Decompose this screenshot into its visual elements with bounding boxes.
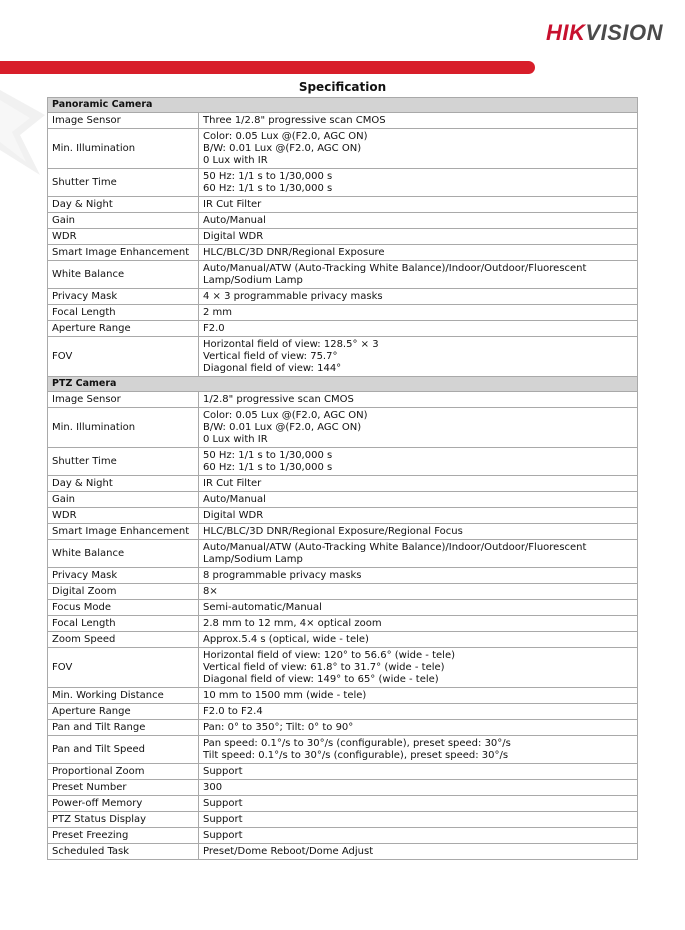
spec-label: Focal Length — [48, 305, 199, 321]
spec-row — [48, 584, 638, 600]
spec-row — [48, 476, 638, 492]
spec-label: FOV — [48, 337, 199, 377]
spec-value-line: Preset/Dome Reboot/Dome Adjust — [203, 846, 374, 857]
spec-label: Min. Illumination — [48, 129, 199, 169]
spec-value — [199, 568, 638, 584]
spec-label: FOV — [48, 648, 199, 688]
spec-row — [48, 289, 638, 305]
spec-row — [48, 616, 638, 632]
spec-value — [199, 337, 638, 377]
spec-row — [48, 213, 638, 229]
spec-value-line: Auto/Manual/ATW (Auto-Tracking White Balance)/Indoor/Outdoor/Fluorescent — [203, 263, 587, 274]
spec-value-line: 50 Hz: 1/1 s to 1/30,000 s — [203, 171, 333, 182]
spec-label: Gain — [48, 492, 199, 508]
spec-value-line: Pan: 0° to 350°; Tilt: 0° to 90° — [203, 722, 354, 733]
section-heading: Panoramic Camera — [48, 98, 638, 113]
spec-label: White Balance — [48, 261, 199, 289]
spec-value — [199, 129, 638, 169]
spec-row — [48, 321, 638, 337]
spec-row — [48, 129, 638, 169]
spec-value-line: Color: 0.05 Lux @(F2.0, AGC ON) — [203, 131, 368, 142]
spec-row — [48, 704, 638, 720]
hikvision-logo — [546, 20, 663, 46]
spec-value — [199, 213, 638, 229]
spec-label: PTZ Status Display — [48, 812, 199, 828]
spec-value-line: Semi-automatic/Manual — [203, 602, 322, 613]
spec-value-line: Auto/Manual — [203, 494, 266, 505]
spec-value-line: Support — [203, 830, 243, 841]
spec-row — [48, 632, 638, 648]
spec-value-line: 8 programmable privacy masks — [203, 570, 362, 581]
spec-value-line: Auto/Manual — [203, 215, 266, 226]
logo-text-part1: HIK — [546, 20, 586, 45]
spec-value — [199, 408, 638, 448]
spec-value-line: 60 Hz: 1/1 s to 1/30,000 s — [203, 183, 333, 194]
spec-label: Day & Night — [48, 476, 199, 492]
section-heading: PTZ Camera — [48, 377, 638, 392]
spec-row — [48, 736, 638, 764]
spec-row — [48, 392, 638, 408]
spec-label: Scheduled Task — [48, 844, 199, 860]
spec-label: Digital Zoom — [48, 584, 199, 600]
spec-row — [48, 113, 638, 129]
spec-value — [199, 169, 638, 197]
spec-label: Shutter Time — [48, 448, 199, 476]
spec-value-line: Support — [203, 766, 243, 777]
spec-value — [199, 616, 638, 632]
spec-label: Image Sensor — [48, 392, 199, 408]
spec-label: Aperture Range — [48, 321, 199, 337]
spec-value — [199, 289, 638, 305]
spec-value-line: Horizontal field of view: 120° to 56.6° (wide - tele) — [203, 650, 455, 661]
spec-label: Power-off Memory — [48, 796, 199, 812]
spec-value-line: 300 — [203, 782, 223, 793]
spec-row — [48, 828, 638, 844]
spec-row — [48, 229, 638, 245]
spec-row — [48, 720, 638, 736]
spec-value — [199, 524, 638, 540]
spec-label: Smart Image Enhancement — [48, 245, 199, 261]
spec-value-line: Color: 0.05 Lux @(F2.0, AGC ON) — [203, 410, 368, 421]
spec-value-line: Approx.5.4 s (optical, wide - tele) — [203, 634, 369, 645]
spec-label: Min. Working Distance — [48, 688, 199, 704]
spec-row — [48, 600, 638, 616]
spec-table — [47, 97, 638, 860]
header-red-bar — [0, 61, 535, 74]
spec-label: Focus Mode — [48, 600, 199, 616]
spec-value-line: 0 Lux with IR — [203, 155, 268, 166]
spec-value — [199, 261, 638, 289]
spec-row — [48, 448, 638, 476]
spec-value — [199, 720, 638, 736]
spec-row — [48, 764, 638, 780]
spec-value — [199, 508, 638, 524]
spec-label: Gain — [48, 213, 199, 229]
spec-row — [48, 844, 638, 860]
spec-label: Day & Night — [48, 197, 199, 213]
spec-value — [199, 245, 638, 261]
spec-value-line: Support — [203, 798, 243, 809]
spec-row — [48, 524, 638, 540]
spec-value — [199, 688, 638, 704]
spec-value-line: Lamp/Sodium Lamp — [203, 275, 303, 286]
spec-value-line: Vertical field of view: 75.7° — [203, 351, 338, 362]
spec-value — [199, 113, 638, 129]
spec-value-line: IR Cut Filter — [203, 478, 262, 489]
spec-value-line: HLC/BLC/3D DNR/Regional Exposure/Regional Focus — [203, 526, 463, 537]
spec-label: Aperture Range — [48, 704, 199, 720]
spec-row — [48, 780, 638, 796]
logo-text-part2: VISION — [585, 20, 663, 45]
spec-row — [48, 688, 638, 704]
spec-label: Smart Image Enhancement — [48, 524, 199, 540]
spec-label: Pan and Tilt Range — [48, 720, 199, 736]
spec-value — [199, 197, 638, 213]
spec-value-line: Diagonal field of view: 149° to 65° (wide - tele) — [203, 674, 439, 685]
spec-row — [48, 540, 638, 568]
spec-value-line: HLC/BLC/3D DNR/Regional Exposure — [203, 247, 385, 258]
spec-value — [199, 584, 638, 600]
spec-value-line: 0 Lux with IR — [203, 434, 268, 445]
spec-value-line: Support — [203, 814, 243, 825]
spec-label: WDR — [48, 508, 199, 524]
spec-value-line: 8× — [203, 586, 218, 597]
spec-row — [48, 305, 638, 321]
page-title: Specification — [298, 80, 387, 94]
spec-value — [199, 600, 638, 616]
spec-value — [199, 321, 638, 337]
spec-row — [48, 492, 638, 508]
spec-label: White Balance — [48, 540, 199, 568]
section-header-row — [48, 377, 638, 392]
spec-value — [199, 476, 638, 492]
spec-row — [48, 245, 638, 261]
spec-label: WDR — [48, 229, 199, 245]
spec-value — [199, 780, 638, 796]
spec-value-line: 50 Hz: 1/1 s to 1/30,000 s — [203, 450, 333, 461]
spec-value-line: Lamp/Sodium Lamp — [203, 554, 303, 565]
spec-value-line: Auto/Manual/ATW (Auto-Tracking White Balance)/Indoor/Outdoor/Fluorescent — [203, 542, 587, 553]
spec-value-line: F2.0 — [203, 323, 225, 334]
spec-value — [199, 229, 638, 245]
spec-label: Preset Number — [48, 780, 199, 796]
spec-label: Pan and Tilt Speed — [48, 736, 199, 764]
spec-value-line: B/W: 0.01 Lux @(F2.0, AGC ON) — [203, 143, 362, 154]
spec-value-line: B/W: 0.01 Lux @(F2.0, AGC ON) — [203, 422, 362, 433]
spec-value-line: 60 Hz: 1/1 s to 1/30,000 s — [203, 462, 333, 473]
spec-value-line: 10 mm to 1500 mm (wide - tele) — [203, 690, 367, 701]
spec-row — [48, 508, 638, 524]
spec-value — [199, 448, 638, 476]
spec-row — [48, 408, 638, 448]
spec-row — [48, 796, 638, 812]
spec-value — [199, 492, 638, 508]
spec-value — [199, 828, 638, 844]
spec-label: Proportional Zoom — [48, 764, 199, 780]
spec-value-line: 2.8 mm to 12 mm, 4× optical zoom — [203, 618, 382, 629]
spec-value — [199, 812, 638, 828]
spec-value-line: 2 mm — [203, 307, 233, 318]
spec-value-line: Pan speed: 0.1°/s to 30°/s (configurable), preset speed: 30°/s — [203, 738, 511, 749]
spec-value-line: Three 1/2.8" progressive scan CMOS — [203, 115, 386, 126]
spec-value-line: Digital WDR — [203, 231, 264, 242]
spec-value-line: 1/2.8" progressive scan CMOS — [203, 394, 354, 405]
spec-value-line: IR Cut Filter — [203, 199, 262, 210]
spec-value-line: Diagonal field of view: 144° — [203, 363, 342, 374]
spec-label: Shutter Time — [48, 169, 199, 197]
spec-value-line: Vertical field of view: 61.8° to 31.7° (wide - tele) — [203, 662, 445, 673]
section-header-row — [48, 98, 638, 113]
spec-value-line: 4 × 3 programmable privacy masks — [203, 291, 383, 302]
spec-value-line: Digital WDR — [203, 510, 264, 521]
spec-row — [48, 197, 638, 213]
spec-row — [48, 261, 638, 289]
spec-label: Privacy Mask — [48, 289, 199, 305]
spec-value — [199, 392, 638, 408]
spec-value-line: Horizontal field of view: 128.5° × 3 — [203, 339, 379, 350]
spec-label: Preset Freezing — [48, 828, 199, 844]
spec-value-line: Tilt speed: 0.1°/s to 30°/s (configurable), preset speed: 30°/s — [203, 750, 509, 761]
spec-value — [199, 764, 638, 780]
spec-row — [48, 648, 638, 688]
spec-label: Image Sensor — [48, 113, 199, 129]
spec-label: Focal Length — [48, 616, 199, 632]
spec-value — [199, 632, 638, 648]
spec-value — [199, 844, 638, 860]
spec-value — [199, 796, 638, 812]
spec-value — [199, 648, 638, 688]
spec-label: Min. Illumination — [48, 408, 199, 448]
spec-label: Zoom Speed — [48, 632, 199, 648]
spec-value — [199, 704, 638, 720]
spec-value — [199, 736, 638, 764]
spec-row — [48, 812, 638, 828]
spec-value — [199, 305, 638, 321]
spec-row — [48, 568, 638, 584]
spec-label: Privacy Mask — [48, 568, 199, 584]
spec-value-line: F2.0 to F2.4 — [203, 706, 263, 717]
spec-row — [48, 337, 638, 377]
spec-value — [199, 540, 638, 568]
spec-row — [48, 169, 638, 197]
